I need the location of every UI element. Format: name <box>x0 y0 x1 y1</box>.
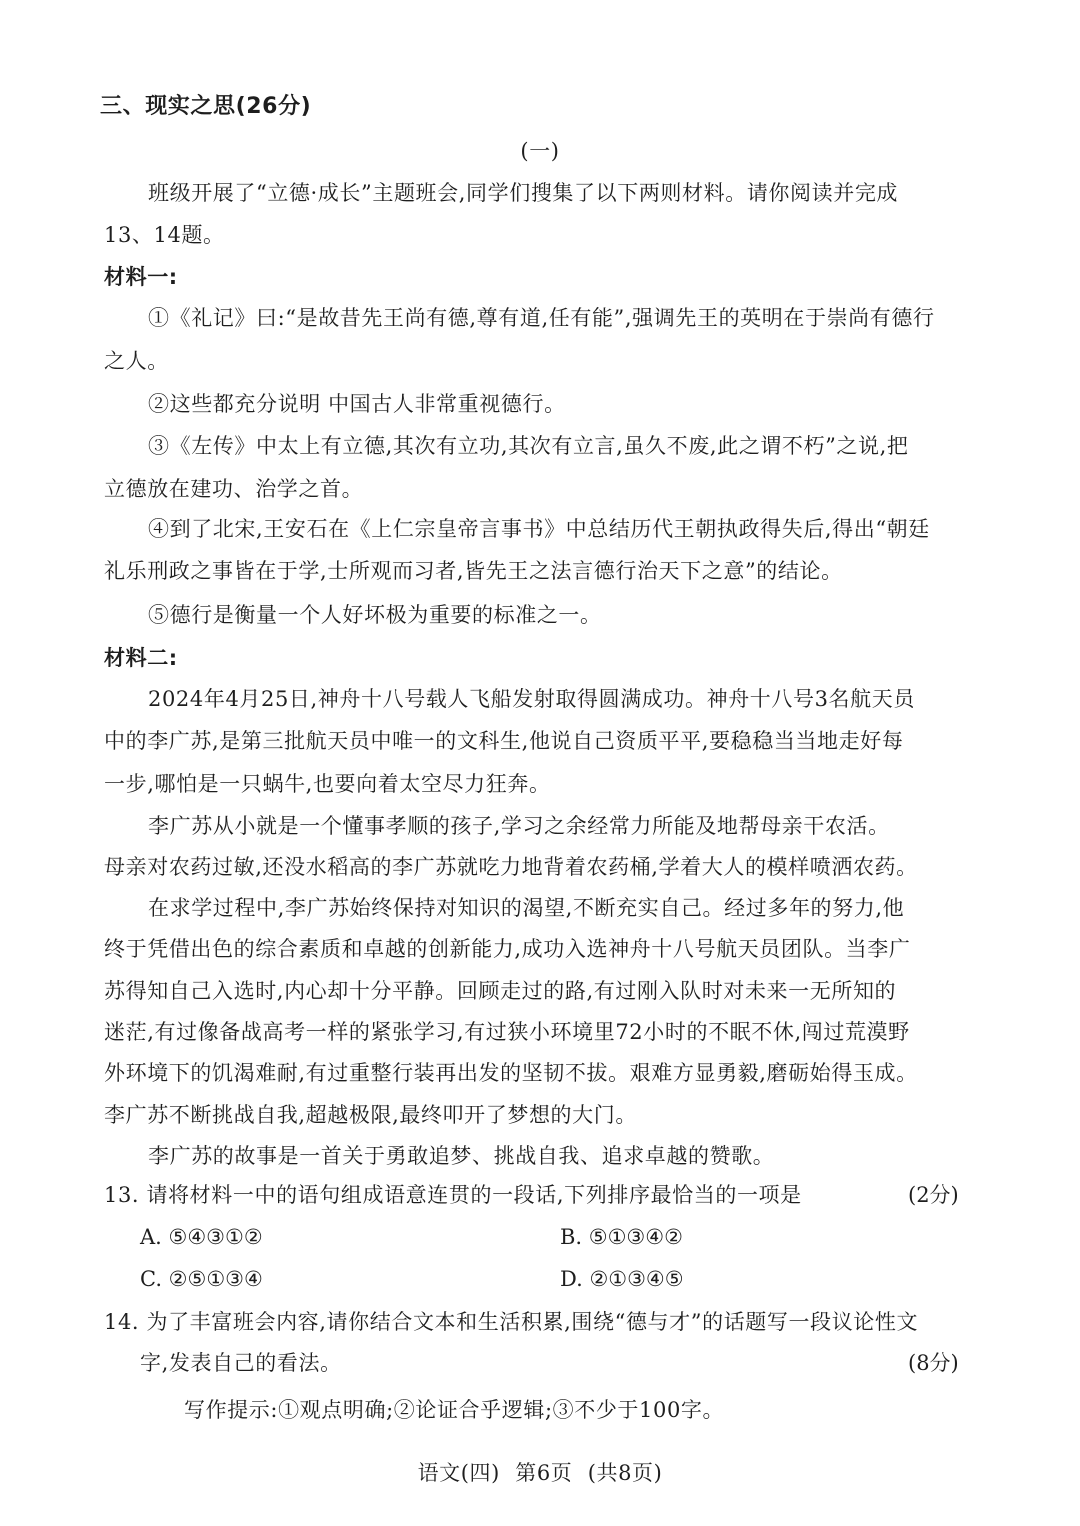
material1-line: ③《左传》中太上有立德,其次有立功,其次有立言,虽久不废,此之谓不朽”之说,把 <box>148 434 909 458</box>
material2-line: 2024年4月25日,神舟十八号载人飞船发射取得圆满成功。神舟十八号3名航天员 <box>148 687 915 711</box>
material2-line: 迷茫,有过像备战高考一样的紧张学习,有过狭小环境里72小时的不眠不休,闯过荒漠野 <box>104 1020 910 1044</box>
q13-option-a: A. ⑤④③①② <box>140 1225 263 1249</box>
material2-line: 在求学过程中,李广苏始终保持对知识的渴望,不断充实自己。经过多年的努力,他 <box>148 896 905 920</box>
q13-score: (2分) <box>908 1183 959 1207</box>
material2-line: 外环境下的饥渴难耐,有过重整行装再出发的坚韧不拔。艰难方显勇毅,磨砺始得玉成。 <box>104 1061 918 1085</box>
page-footer <box>0 1458 1080 1488</box>
material1-line: 立德放在建功、治学之首。 <box>104 477 364 501</box>
q13-stem: 13. 请将材料一中的语句组成语意连贯的一段话,下列排序最恰当的一项是 <box>104 1183 802 1207</box>
material2-line: 中的李广苏,是第三批航天员中唯一的文科生,他说自己资质平平,要稳稳当当地走好每 <box>104 729 904 753</box>
material2-line: 李广苏的故事是一首关于勇敢追梦、挑战自我、追求卓越的赞歌。 <box>148 1144 775 1168</box>
material1-line: ②这些都充分说明 中国古人非常重视德行。 <box>148 392 566 416</box>
footer-page-number: 第6页 <box>515 1461 573 1485</box>
material2-line: 李广苏不断挑战自我,超越极限,最终叩开了梦想的大门。 <box>104 1103 637 1127</box>
material2-heading: 材料二: <box>104 646 178 670</box>
material2-line: 母亲对农药过敏,还没水稻高的李广苏就吃力地背着农药桶,学着大人的模样喷洒农药。 <box>104 855 918 879</box>
material1-line: ⑤德行是衡量一个人好坏极为重要的标准之一。 <box>148 603 602 627</box>
q14-score: (8分) <box>908 1351 959 1375</box>
q13-option-d: D. ②①③④⑤ <box>560 1267 684 1291</box>
q13-option-c: C. ②⑤①③④ <box>140 1267 263 1291</box>
material1-line: 礼乐刑政之事皆在于学,士所观而习者,皆先王之法言德行治天下之意”的结论。 <box>104 559 843 583</box>
q14-stem-line-2: 字,发表自己的看法。 <box>140 1351 342 1375</box>
intro-line-1: 班级开展了“立德·成长”主题班会,同学们搜集了以下两则材料。请你阅读并完成 <box>148 181 899 205</box>
part-label: (一) <box>520 139 560 163</box>
footer-subject: 语文(四) <box>417 1461 500 1485</box>
material1-heading: 材料一: <box>104 265 178 289</box>
material1-line: ①《礼记》曰:“是故昔先王尚有德,尊有道,任有能”,强调先王的英明在于崇尚有德行 <box>148 306 935 330</box>
q13-option-b: B. ⑤①③④② <box>560 1225 683 1249</box>
material1-line: ④到了北宋,王安石在《上仁宗皇帝言事书》中总结历代王朝执政得失后,得出“朝廷 <box>148 517 930 541</box>
q14-stem-line-1: 14. 为了丰富班会内容,请你结合文本和生活积累,围绕“德与才”的话题写一段议论性文 <box>104 1310 919 1334</box>
q14-writing-hint: 写作提示:①观点明确;②论证合乎逻辑;③不少于100字。 <box>184 1398 725 1422</box>
material2-line: 终于凭借出色的综合素质和卓越的创新能力,成功入选神舟十八号航天员团队。当李广 <box>104 937 911 961</box>
material1-line: 之人。 <box>104 349 169 373</box>
material2-line: 李广苏从小就是一个懂事孝顺的孩子,学习之余经常力所能及地帮母亲干农活。 <box>148 814 890 838</box>
section-title: 三、现实之思(26分) <box>100 94 312 119</box>
footer-total-pages: (共8页) <box>587 1461 663 1485</box>
material2-line: 苏得知自己入选时,内心却十分平静。回顾走过的路,有过刚入队时对未来一无所知的 <box>104 979 897 1003</box>
material2-line: 一步,哪怕是一只蜗牛,也要向着太空尽力狂奔。 <box>104 772 551 796</box>
intro-line-2: 13、14题。 <box>104 223 225 247</box>
